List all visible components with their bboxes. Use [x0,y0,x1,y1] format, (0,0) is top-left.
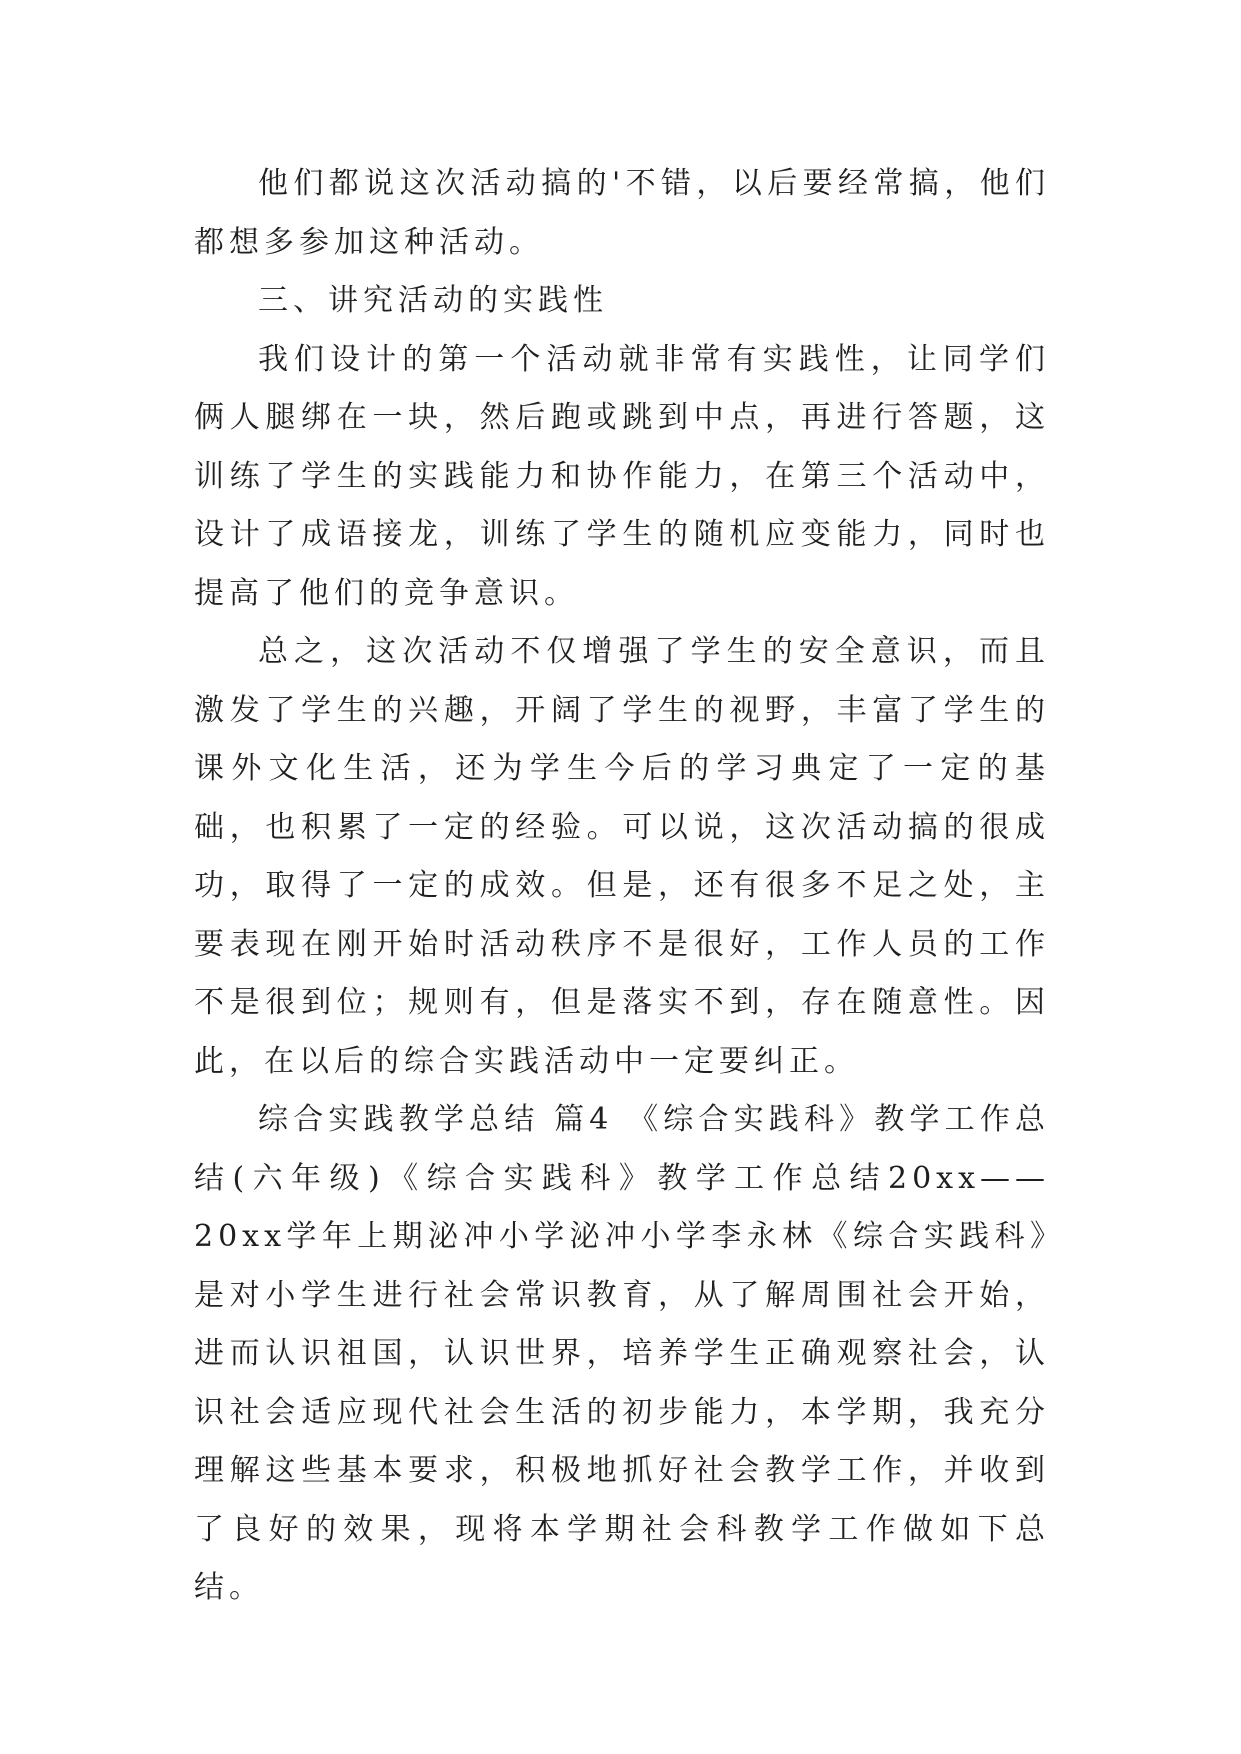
document-body [194,155,1050,1618]
paragraph-conclusion: 总之，这次活动不仅增强了学生的安全意识，而且激发了学生的兴趣，开阔了学生的视野，丰富了学生的课外文化生活，还为学生今后的学习典定了一定的基础，也积累了一定的经验。可以说，这次活动搞的很成功，取得了一定的成效。但是，还有很多不足之处，主要表现在刚开始时活动秩序不是很好，工作人员的工作不是很到位；规则有，但是落实不到，存在随意性。因此，在以后的综合实践活动中一定要纠正。 [194,634,1050,1079]
paragraph-summary-part-4: 综合实践教学总结 篇4 《综合实践科》教学工作总结(六年级)《综合实践科》教学工作总结20xx——20xx学年上期泌冲小学泌冲小学李永林《综合实践科》是对小学生进行社会常识教育，从了解周围社会开始，进而认识祖国，认识世界，培养学生正确观察社会，认识社会适应现代社会生活的初步能力，本学期，我充分理解这些基本要求，积极地抓好社会教学工作，并收到了良好的效果，现将本学期社会科教学工作做如下总结。 [194,1102,1050,1605]
section-heading-practicality: 三、讲究活动的实践性 [258,283,608,318]
paragraph-activity-feedback: 他们都说这次活动搞的'不错，以后要经常搞，他们都想多参加这种活动。 [194,166,1050,260]
paragraph-practicality: 我们设计的第一个活动就非常有实践性，让同学们俩人腿绑在一块，然后跑或跳到中点，再进行答题，这训练了学生的实践能力和协作能力，在第三个活动中，设计了成语接龙，训练了学生的随机应变能力，同时也提高了他们的竞争意识。 [194,341,1050,611]
